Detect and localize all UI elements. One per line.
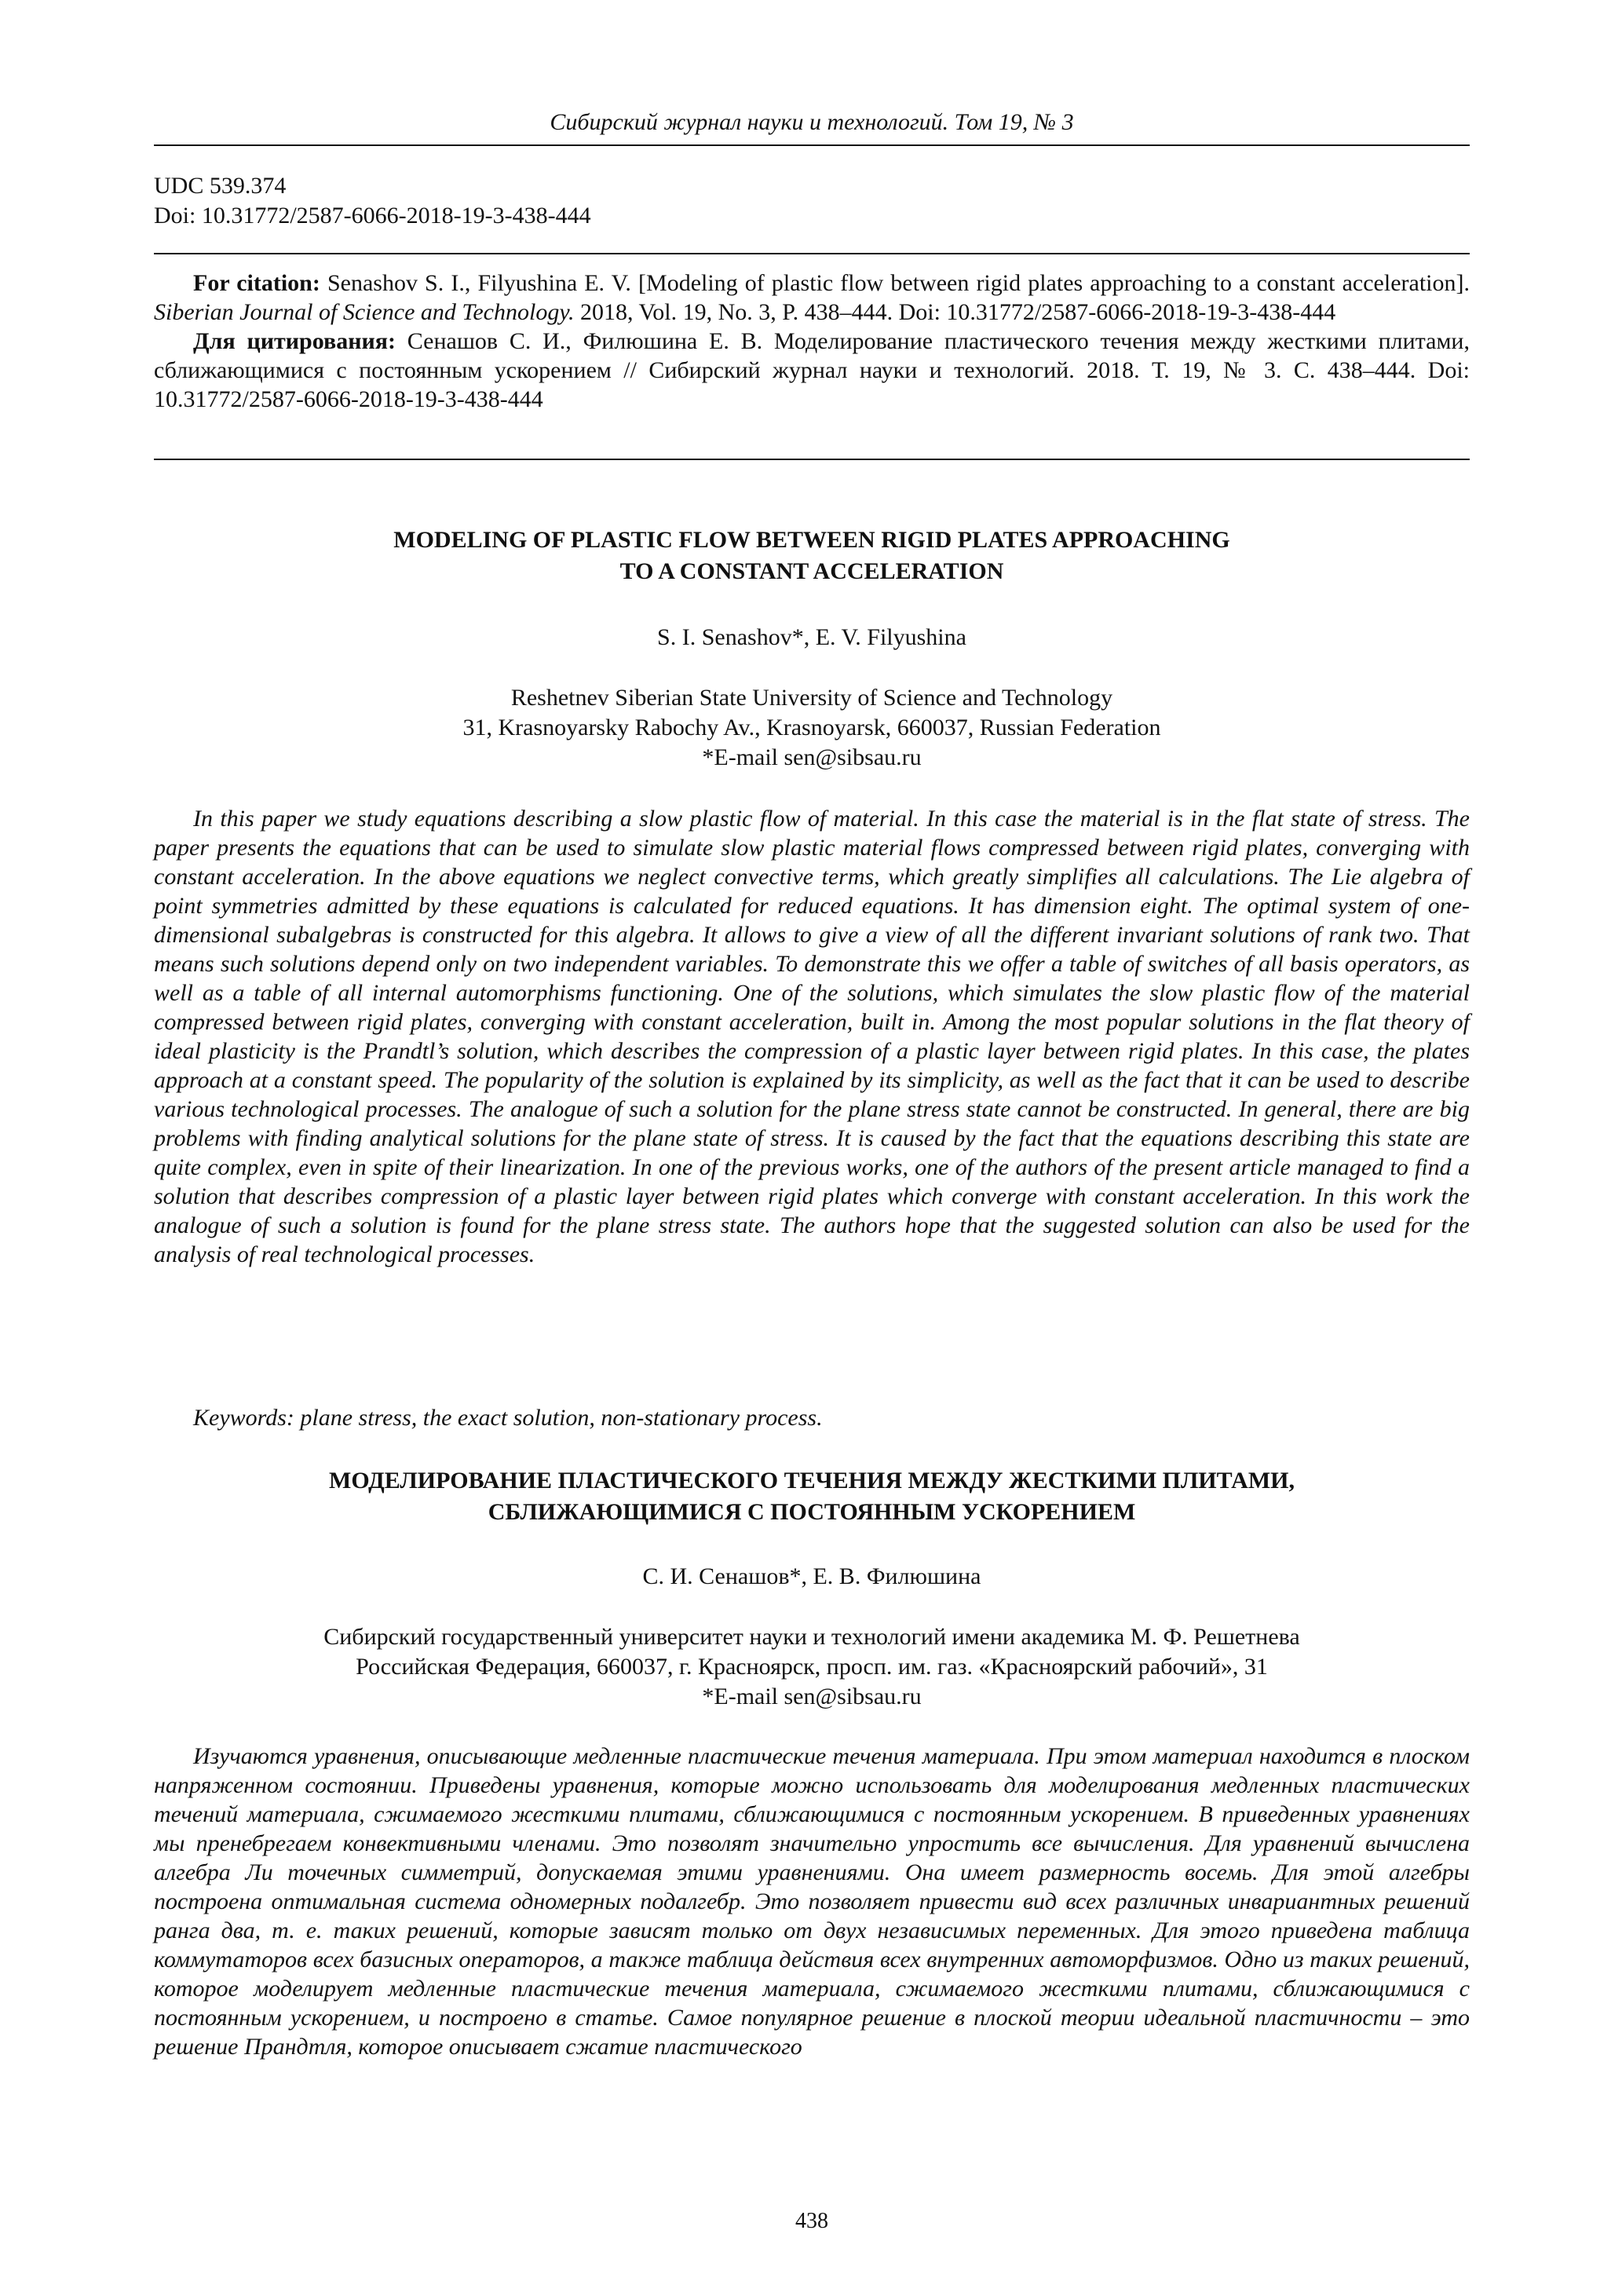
russian-affiliation: Сибирский государственный университет науки и технологий имени академика М. Ф. Решетнева Российская Федерация, 660037, г. Красноярск, просп. им. газ. «Красноярский рабочий», 31 *E-mail sen@sibsau.ru — [154, 1622, 1470, 1712]
russian-abstract: Изучаются уравнения, описывающие медленные пластические течения материала. При этом материал находится в плоском напряженном состоянии. Приведены уравнения, которые можно использовать для моделирования медленных пластических течений материала, сжимаемого жесткими плитами, сближающимися с постоянным ускорением. В приведенных уравнениях мы пренебрегаем конвективными членами. Это позволят значительно упростить все вычисления. Для уравнений вычислена алгебра Ли точечных симметрий, допускаемая этими уравнениями. Она имеет размерность восемь. Для этой алгебры построена оптимальная система одномерных подалгебр. Это позволяет привести вид всех различных инвариантных решений ранга два, т. е. таких решений, которые зависят только от двух независимых переменных. Для этого приведена таблица коммутаторов всех базисных операторов, а также таблица действия всех внутренних автоморфизмов. Одно из таких решений, которое моделирует медленные пластические течения материала, сжимаемого жесткими плитами, сближающимися с постоянным ускорением, и построено в статье. Самое популярное решение в плоской теории идеальной пластичности – это решение Прандтля, которое описывает сжатие пластического — [154, 1743, 1470, 2060]
citation-journal-name: Siberian Journal of Science and Technology. — [154, 299, 575, 325]
citation-russian: Для цитирования: Сенашов С. И., Филюшина Е. В. Моделирование пластического течения между жесткими плитами, сближающимися с постоянным ускорением // Сибирский журнал науки и технологий. 2018. Т. 19, № 3. С. 438–444. Doi: 10.31772/2587-6066-2018-19-3-438-444 — [154, 328, 1470, 412]
udc-doi-block — [154, 171, 591, 231]
udc-code: UDC 539.374 — [154, 173, 287, 199]
russian-authors: С. И. Сенашов*, Е. В. Филюшина — [642, 1563, 981, 1589]
english-title: MODELING OF PLASTIC FLOW BETWEEN RIGID PLATES APPROACHING TO A CONSTANT ACCELERATION — [393, 527, 1230, 584]
doi: Doi: 10.31772/2587-6066-2018-19-3-438-444 — [154, 203, 591, 229]
english-keywords: Keywords: plane stress, the exact solution, non-stationary process. — [193, 1405, 823, 1431]
english-email: *E-mail sen@sibsau.ru — [702, 744, 922, 770]
citation-top-rule — [154, 253, 1470, 254]
citation-label-ru: Для цитирования: — [193, 328, 396, 354]
citation-english: For citation: Senashov S. I., Filyushina E. V. [Modeling of plastic flow between rigid plates approaching to a constant acceleration]. Siberian Journal of Science and Technology. 2018, Vol. 19, No. 3, P. 438–444. Doi: 10.31772/2587-6066-2018-19-3-438-444 — [154, 270, 1470, 325]
citation-block — [154, 269, 1470, 414]
citation-label-en: For citation: — [193, 270, 320, 296]
russian-title: МОДЕЛИРОВАНИЕ ПЛАСТИЧЕСКОГО ТЕЧЕНИЯ МЕЖДУ ЖЕСТКИМИ ПЛИТАМИ, СБЛИЖАЮЩИМИСЯ С ПОСТОЯННЫМ УСКОРЕНИЕМ — [329, 1468, 1295, 1525]
citation-bottom-rule — [154, 459, 1470, 460]
running-header: Сибирский журнал науки и технологий. Том 19, № 3 — [550, 109, 1074, 135]
russian-email: *E-mail sen@sibsau.ru — [702, 1684, 922, 1709]
english-abstract: In this paper we study equations describing a slow plastic flow of material. In this case the material is in the flat state of stress. The paper presents the equations that can be used to simulate slow plastic material flows compressed between rigid plates, converging with constant acceleration. In the above equations we neglect convective terms, which greatly simplifies all calculations. The Lie algebra of point symmetries admitted by these equations is calculated for reduced equations. It has dimension eight. The optimal system of one-dimensional subalgebras is constructed for this algebra. It allows to give a view of all the different invariant solutions of rank two. That means such solutions depend only on two independent variables. To demonstrate this we offer a table of switches of all basis operators, as well as a table of all internal automorphisms functioning. One of the solutions, which simulates the slow plastic flow of the material compressed between rigid plates, converging with constant acceleration, built in. Among the most popular solutions in the flat theory of ideal plasticity is the Prandtl’s solution, which describes the compression of a plastic layer between rigid plates. In this case, the plates approach at a constant speed. The popularity of the solution is explained by its simplicity, as well as the fact that it can be used to describe various technological processes. The analogue of such a solution for the plane stress state cannot be constructed. In general, there are big problems with finding analytical solutions for the plane state of stress. It is caused by the fact that the equations describing this state are quite complex, even in spite of their linearization. In one of the previous works, one of the authors of the present article managed to find a solution that describes compression of a plastic layer between rigid plates which converge with constant acceleration. In this work the analogue of such a solution is found for the plane stress state. The authors hope that the suggested solution can also be used for the analysis of real technological processes. — [154, 806, 1470, 1267]
english-authors: S. I. Senashov*, E. V. Filyushina — [657, 624, 966, 650]
page-number: 438 — [795, 2209, 828, 2233]
english-affiliation: Reshetnev Siberian State University of Science and Technology 31, Krasnoyarsky Rabochy Av., Krasnoyarsk, 660037, Russian Federation *E-mail sen@sibsau.ru — [154, 683, 1470, 773]
header-rule — [154, 144, 1470, 146]
